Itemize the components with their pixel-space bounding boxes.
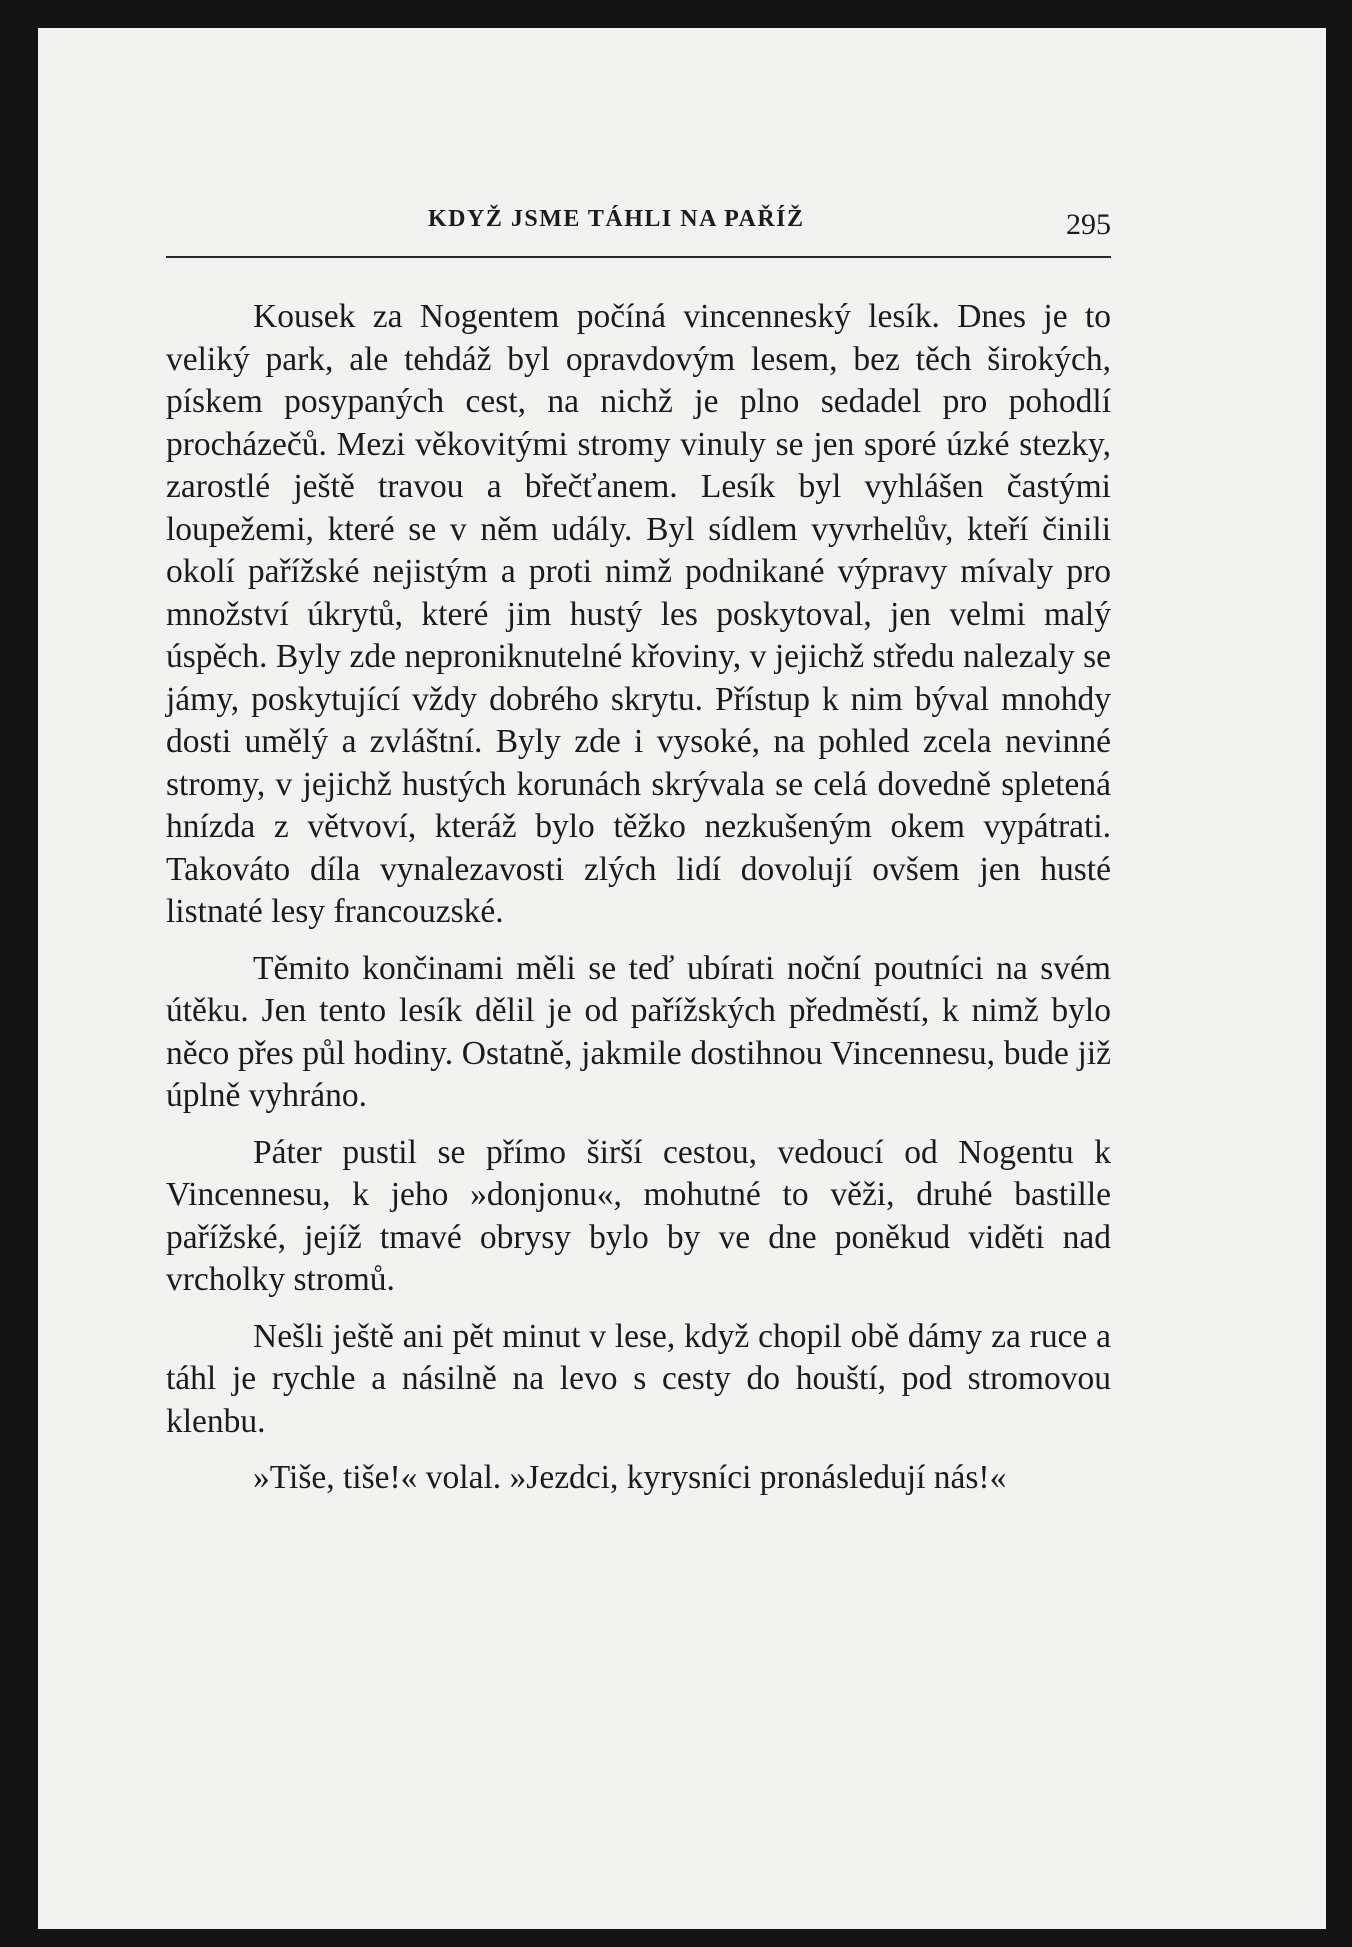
- page-number: 295: [1066, 208, 1111, 241]
- body-text: [166, 296, 1111, 1504]
- scan-border-top: [0, 0, 1352, 28]
- paragraph-5: »Tiše, tiše!« volal. »Jezdci, kyrysníci pronásledují nás!«: [253, 1459, 1007, 1496]
- paragraph-2: Těmito končinami měli se teď ubírati noční poutníci na svém útěku. Jen tento lesík dělil je od pařížských předměstí, k nimž bylo něco přes půl hodiny. Ostatně, jakmile dostihnou Vincennesu, bude již úplně vyhráno.: [166, 949, 1111, 1114]
- page-header: [166, 196, 1111, 258]
- scan-border-right: [1326, 0, 1352, 1947]
- scan-border-bottom: [0, 1929, 1352, 1947]
- running-title: KDYŽ JSME TÁHLI NA PAŘÍŽ: [428, 206, 805, 232]
- paragraph-4: Nešli ještě ani pět minut v lese, když chopil obě dámy za ruce a táhl je rychle a násilně na levo s cesty do houští, pod stromovou klenbu.: [166, 1317, 1111, 1440]
- scan-border-left: [0, 0, 38, 1947]
- paragraph-1: Kousek za Nogentem počíná vincenneský lesík. Dnes je to veliký park, ale tehdáž byl opravdovým lesem, bez těch širokých, pískem posypaných cest, na nichž je plno sedadel pro pohodlí procházečů. Mezi věkovitými stromy vinuly se jen sporé úzké stezky, zarostlé ještě travou a břečťanem. Lesík byl vyhlášen častými loupežemi, které se v něm udály. Byl sídlem vyvrhelův, kteří činili okolí pařížské nejistým a proti nimž podnikané výpravy mívaly pro množství úkrytů, které jim hustý les poskytoval, jen velmi malý úspěch. Byly zde neproniknutelné křoviny, v jejichž středu nalezaly se jámy, poskytující vždy dobrého skrytu. Přístup k nim býval mnohdy dosti umělý a zvláštní. Byly zde i vysoké, na pohled zcela nevinné stromy, v jejichž hustých korunách skrývala se celá dovedně spletená hnízda z větvoví, kteráž bylo těžko nezkušeným okem vypátrati. Takováto díla vynalezavosti zlých lidí dovolují ovšem jen husté listnaté lesy francouzské.: [166, 298, 1111, 930]
- paragraph-3: Páter pustil se přímo širší cestou, vedoucí od Nogentu k Vincennesu, k jeho »donjonu«, mohutné to věži, druhé bastille pařížské, jejíž tmavé obrysy bylo by ve dne poněkud viděti nad vrcholky stromů.: [166, 1133, 1111, 1298]
